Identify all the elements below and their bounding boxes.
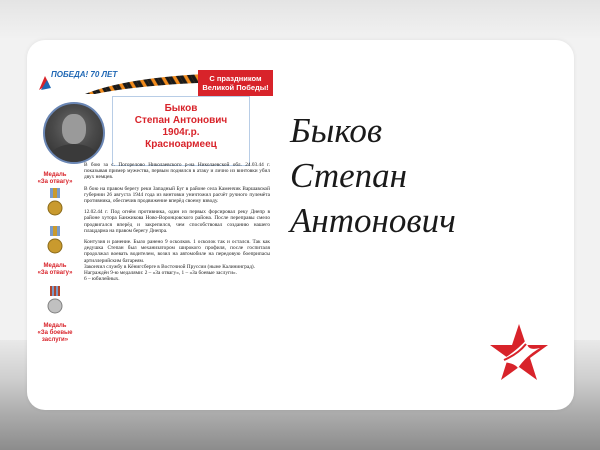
- medal-icon: [47, 286, 63, 316]
- medal-label: «За отвагу»: [37, 179, 73, 185]
- medal-label: Медаль: [43, 323, 67, 329]
- title-line-patronymic: Антонович: [290, 201, 456, 240]
- greeting-line-2: Великой Победы!: [202, 83, 269, 92]
- medal-item: [37, 224, 73, 277]
- rank: Красноармеец: [145, 139, 217, 150]
- bio-paragraph: В бою на правом берегу реки Западный Буг в районе села Каменчик Варшавской губернии 26 августа 1944 года из винтовки уничтожил расчёт ручного пулемёта противника, обеспечив продвижение вперёд своему взводу.: [84, 185, 270, 205]
- bio-paragraph: 12.02.44 г. Под огнём противника, один из первых форсировал реку Днепр в районе хутора Банжикова Ново-Воронцовского района. После переправы смело продвигался вперёд и закрепился, чем способствовал созданию нашего плацдарма на правом берегу Днепра.: [84, 209, 270, 234]
- portrait-icon: [43, 102, 105, 164]
- medal-label: «За боевые заслуги»: [37, 330, 73, 343]
- medal-label: «За отвагу»: [37, 270, 73, 276]
- title-line-name: Степан: [290, 156, 408, 195]
- medal-label: Медаль: [43, 263, 67, 269]
- medal-item: [37, 284, 73, 344]
- logo-text: ПОБЕДА! 70 ЛЕТ: [51, 70, 118, 79]
- bio-paragraph: Контузия и ранение. Было ранено 9 осколков. 1 осколок так и остался. Так как дедушка Степан был механизатором широкого профиля, после госпиталя продолжал воевать водителем, возил на автомобиле на передовую боеприпасы артиллерийским батареям.: [84, 239, 270, 264]
- biography-text: [84, 162, 270, 282]
- birth-year: 1904г.р.: [162, 127, 200, 138]
- bio-paragraph: В бою за с. Погорелово Николаевского р-на Николаевской обл. 24.03.44 г. показывая пример мужества, первым поднялся в атаку и лично из винтовки убил двух немцев.: [84, 162, 270, 181]
- name-surname: Быков: [164, 103, 198, 114]
- bio-paragraph: Закончил службу в Кёнигсберге в Восточной Пруссии (ныне Калининград).: [84, 263, 256, 270]
- medal-icon: [47, 188, 63, 218]
- red-star-icon: [488, 322, 550, 384]
- medal-icon: [47, 226, 63, 256]
- greeting-banner: [198, 70, 273, 96]
- greeting-line-1: С праздником: [209, 74, 262, 83]
- bio-paragraph: Награждён 9-ю медалями: 2 – «За отвагу», 1 – «За боевые заслуги».: [84, 270, 238, 277]
- name-box: [112, 96, 250, 166]
- page-title: [290, 108, 540, 243]
- medal-item: [37, 172, 73, 225]
- medal-label: Медаль: [43, 172, 67, 178]
- background-top: [0, 0, 600, 40]
- title-line-surname: Быков: [290, 111, 383, 150]
- veteran-poster: [35, 68, 275, 383]
- bio-paragraph: 6 – юбилейных.: [84, 276, 120, 283]
- name-given: Степан Антонович: [134, 115, 228, 126]
